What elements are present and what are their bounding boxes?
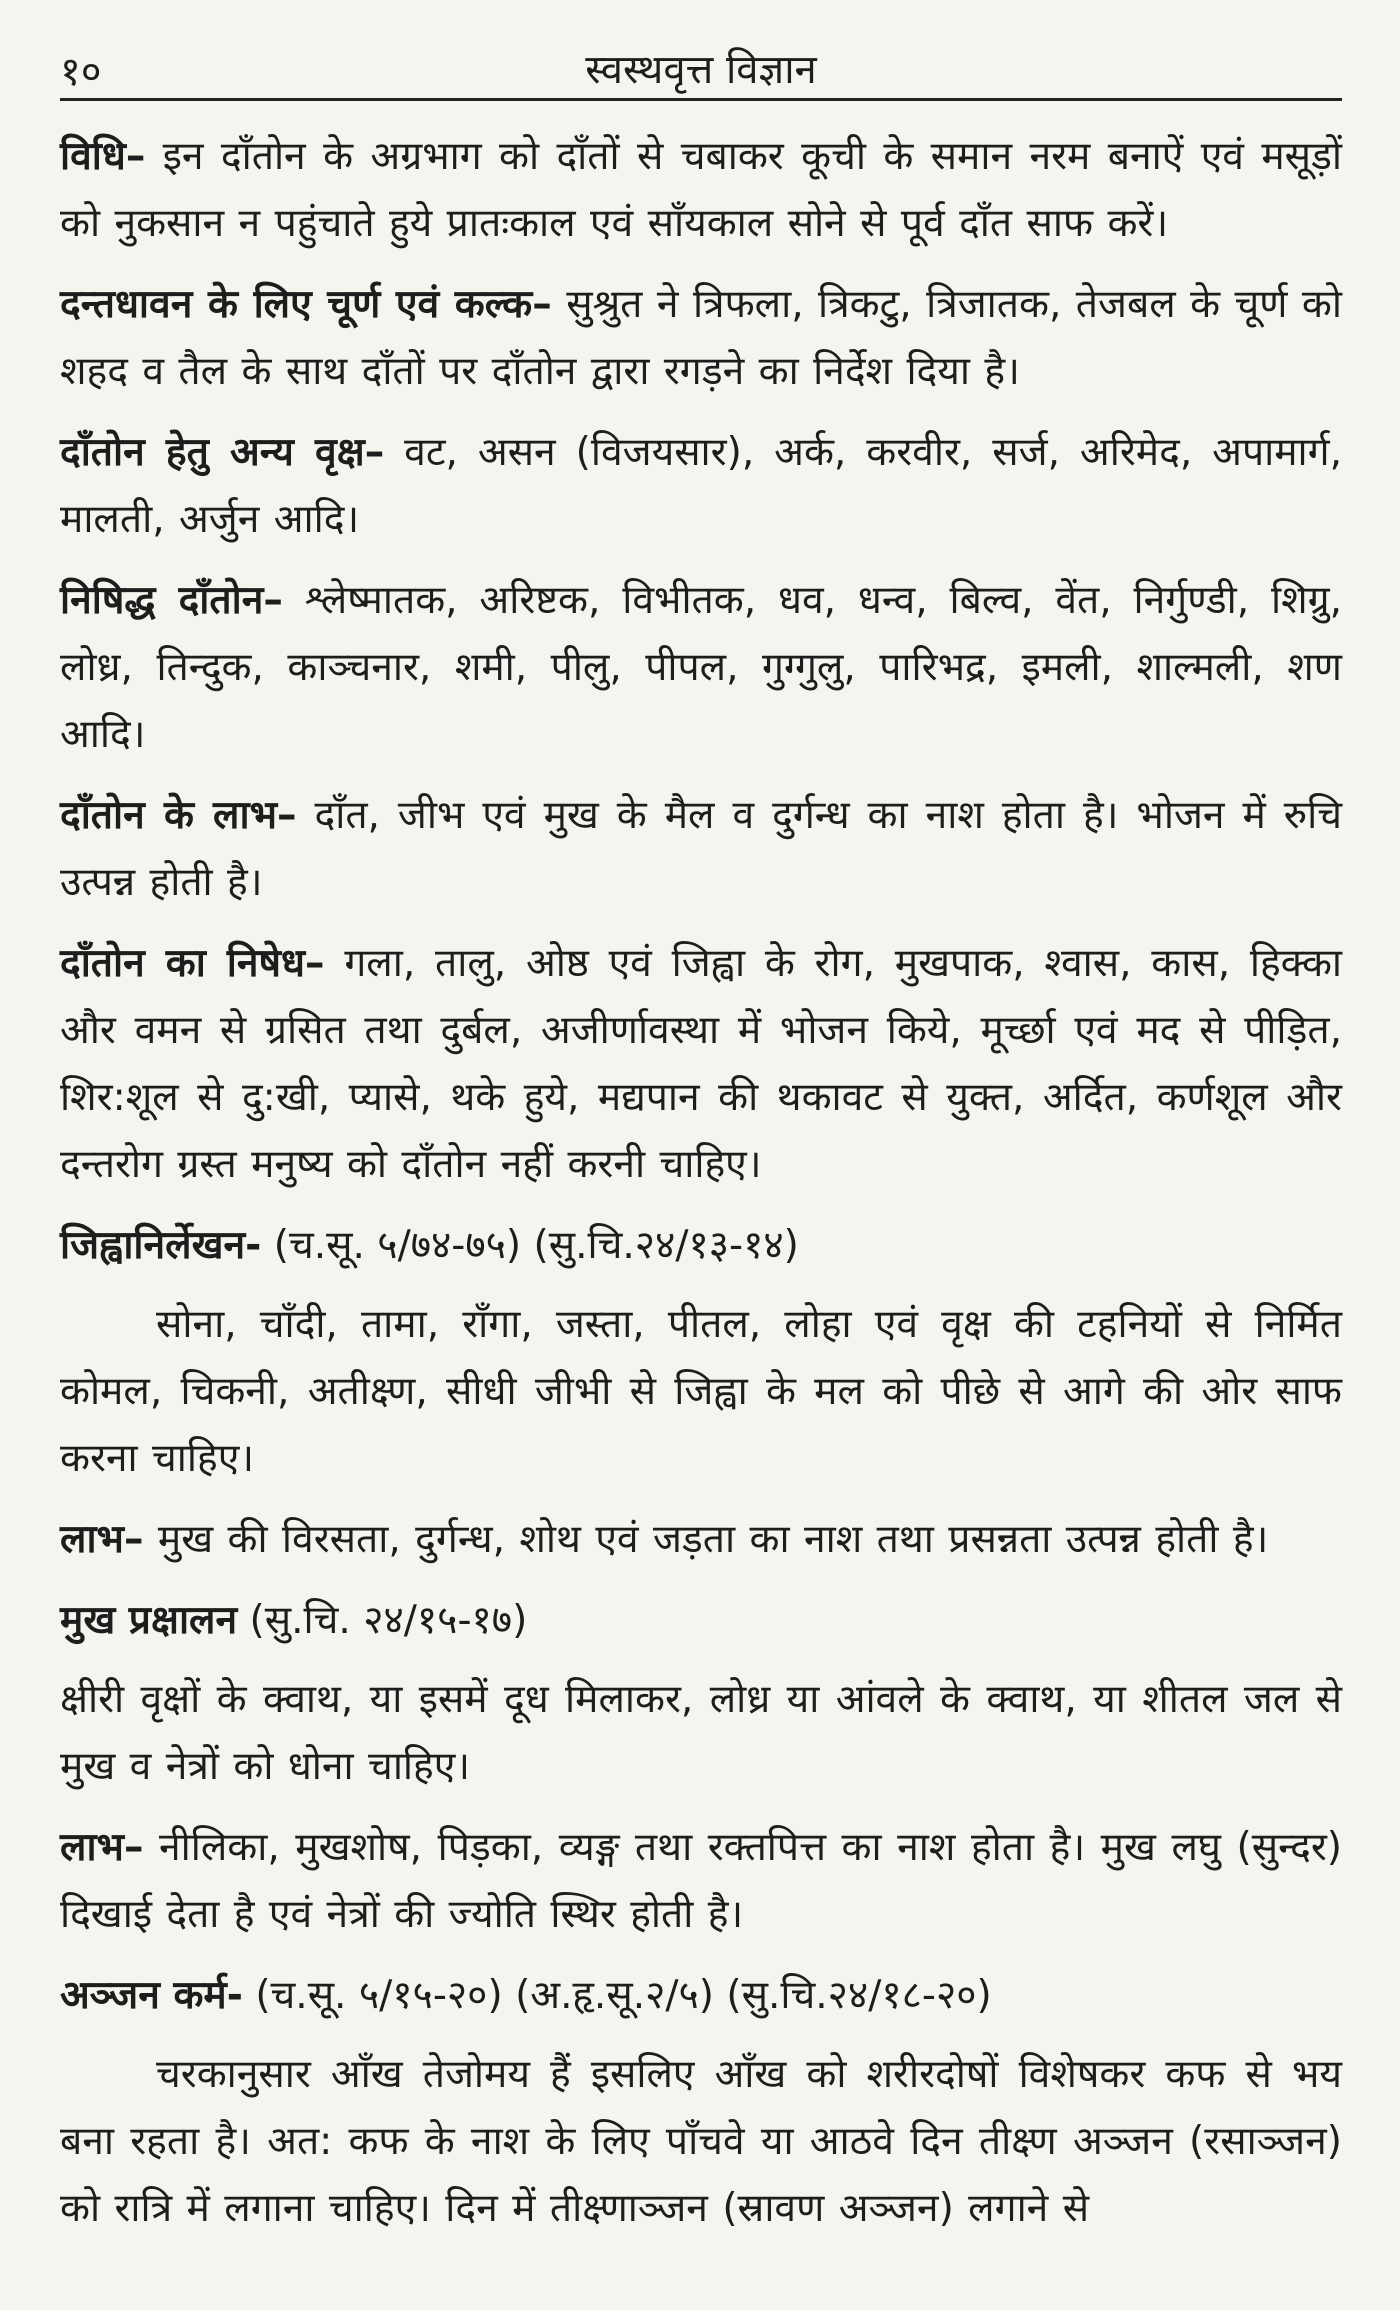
paragraph-text: गला, तालु, ओष्ठ एवं जिह्वा के रोग, मुखपाक, श्वास, कास, हिक्का और वमन से ग्रसित तथा दुर्बल, अजीर्णावस्था में भोजन किये, मूर्च्छा एवं मद से पीड़ित, शिर:शूल से दु:खी, प्यासे, थके हुये, मद्यपान की थकावट से युक्त, अर्दित, कर्णशूल और दन्तरोग ग्रस्त मनुष्य को दाँतोन नहीं करनी चाहिए। <box>60 941 1342 1187</box>
paragraph-text: मुख की विरसता, दुर्गन्ध, शोथ एवं जड़ता का नाश तथा प्रसन्नता उत्पन्न होती है। <box>143 1517 1269 1562</box>
term-nishedh: दाँतोन का निषेध– <box>60 941 325 986</box>
section-heading-mukh <box>60 1587 1342 1654</box>
paragraph-text: श्लेष्मातक, अरिष्टक, विभीतक, धव, धन्व, बिल्व, वेंत, निर्गुण्डी, शिग्रु, लोध्र, तिन्दुक, काञ्चनार, शमी, पीलु, पीपल, गुग्गुलु, पारिभद्र, इमली, शाल्मली, शण आदि। <box>60 578 1342 757</box>
page-number: १० <box>60 49 102 95</box>
paragraph-labh-datun <box>60 782 1342 916</box>
reference-mukh: (सु.चि. २४/१५-१७) <box>237 1598 528 1643</box>
paragraph-text: नीलिका, मुखशोष, पिड़का, व्यङ्ग तथा रक्तपित्त का नाश होता है। मुख लघु (सुन्दर) दिखाई देता है एवं नेत्रों की ज्योति स्थिर होती है। <box>60 1825 1342 1937</box>
paragraph-labh-jihva <box>60 1506 1342 1573</box>
paragraph-vidhi <box>60 123 1342 257</box>
page-header <box>60 34 1342 101</box>
term-labh: लाभ– <box>60 1825 144 1870</box>
term-anya-vriksha: दाँतोन हेतु अन्य वृक्ष– <box>60 430 385 475</box>
heading-jihva: जिह्वानिर्लेखन- <box>60 1223 262 1268</box>
paragraph-churna <box>60 271 1342 405</box>
term-nishiddha: निषिद्ध दाँतोन– <box>60 578 283 623</box>
paragraph-jihva: सोना, चाँदी, तामा, राँगा, जस्ता, पीतल, लोहा एवं वृक्ष की टहनियों से निर्मित कोमल, चिकनी, अतीक्ष्ण, सीधी जीभी से जिह्वा के मल को पीछे से आगे की ओर साफ करना चाहिए। <box>60 1302 1342 1481</box>
reference-jihva: (च.सू. ५/७४-७५) (सु.चि.२४/१३-१४) <box>261 1223 799 1268</box>
paragraph-text: इन दाँतोन के अग्रभाग को दाँतों से चबाकर कूची के समान नरम बनाऐं एवं मसूड़ों को नुकसान न पहुंचाते हुये प्रातःकाल एवं साँयकाल सोने से पूर्व दाँत साफ करें। <box>60 134 1342 246</box>
reference-anjan: (च.सू. ५/१५-२०) (अ.हृ.सू.२/५) (सु.चि.२४/१८-२०) <box>242 1973 992 2018</box>
page-content <box>60 123 1342 2242</box>
section-heading-anjan <box>60 1962 1342 2029</box>
paragraph-mukh: क्षीरी वृक्षों के क्वाथ, या इसमें दूध मिलाकर, लोध्र या आंवले के क्वाथ, या शीतल जल से मुख व नेत्रों को धोना चाहिए। <box>60 1677 1342 1789</box>
term-vidhi: विधि– <box>60 134 146 179</box>
term-labh: लाभ– <box>60 1517 144 1562</box>
heading-anjan: अञ्जन कर्म- <box>60 1973 243 2018</box>
paragraph-labh-mukh <box>60 1814 1342 1948</box>
paragraph-anjan: चरकानुसार आँख तेजोमय हैं इसलिए आँख को शरीरदोषों विशेषकर कफ से भय बना रहता है। अत: कफ के नाश के लिए पाँचवे या आठवे दिन तीक्ष्ण अञ्जन (रसाञ्जन) को रात्रि में लगाना चाहिए। दिन में तीक्ष्णाञ्जन (स्रावण अञ्जन) लगाने से <box>60 2052 1342 2231</box>
paragraph-text: वट, असन (विजयसार), अर्क, करवीर, सर्ज, अरिमेद, अपामार्ग, मालती, अर्जुन आदि। <box>60 430 1342 542</box>
heading-mukh: मुख प्रक्षालन <box>60 1598 238 1643</box>
running-title: स्वस्थवृत्त विज्ञान <box>585 47 817 93</box>
paragraph-text: दाँत, जीभ एवं मुख के मैल व दुर्गन्ध का नाश होता है। भोजन में रुचि उत्पन्न होती है। <box>60 793 1342 905</box>
paragraph-text: सुश्रुत ने त्रिफला, त्रिकटु, त्रिजातक, तेजबल के चूर्ण को शहद व तैल के साथ दाँतों पर दाँतोन द्वारा रगड़ने का निर्देश दिया है। <box>60 282 1342 394</box>
section-heading-jihva <box>60 1212 1342 1279</box>
term-labh-datun: दाँतोन के लाभ– <box>60 793 297 838</box>
paragraph-anya-vriksha <box>60 419 1342 553</box>
paragraph-nishiddha <box>60 567 1342 768</box>
paragraph-nishedh <box>60 930 1342 1198</box>
term-churna: दन्तधावन के लिए चूर्ण एवं कल्क– <box>60 282 552 327</box>
